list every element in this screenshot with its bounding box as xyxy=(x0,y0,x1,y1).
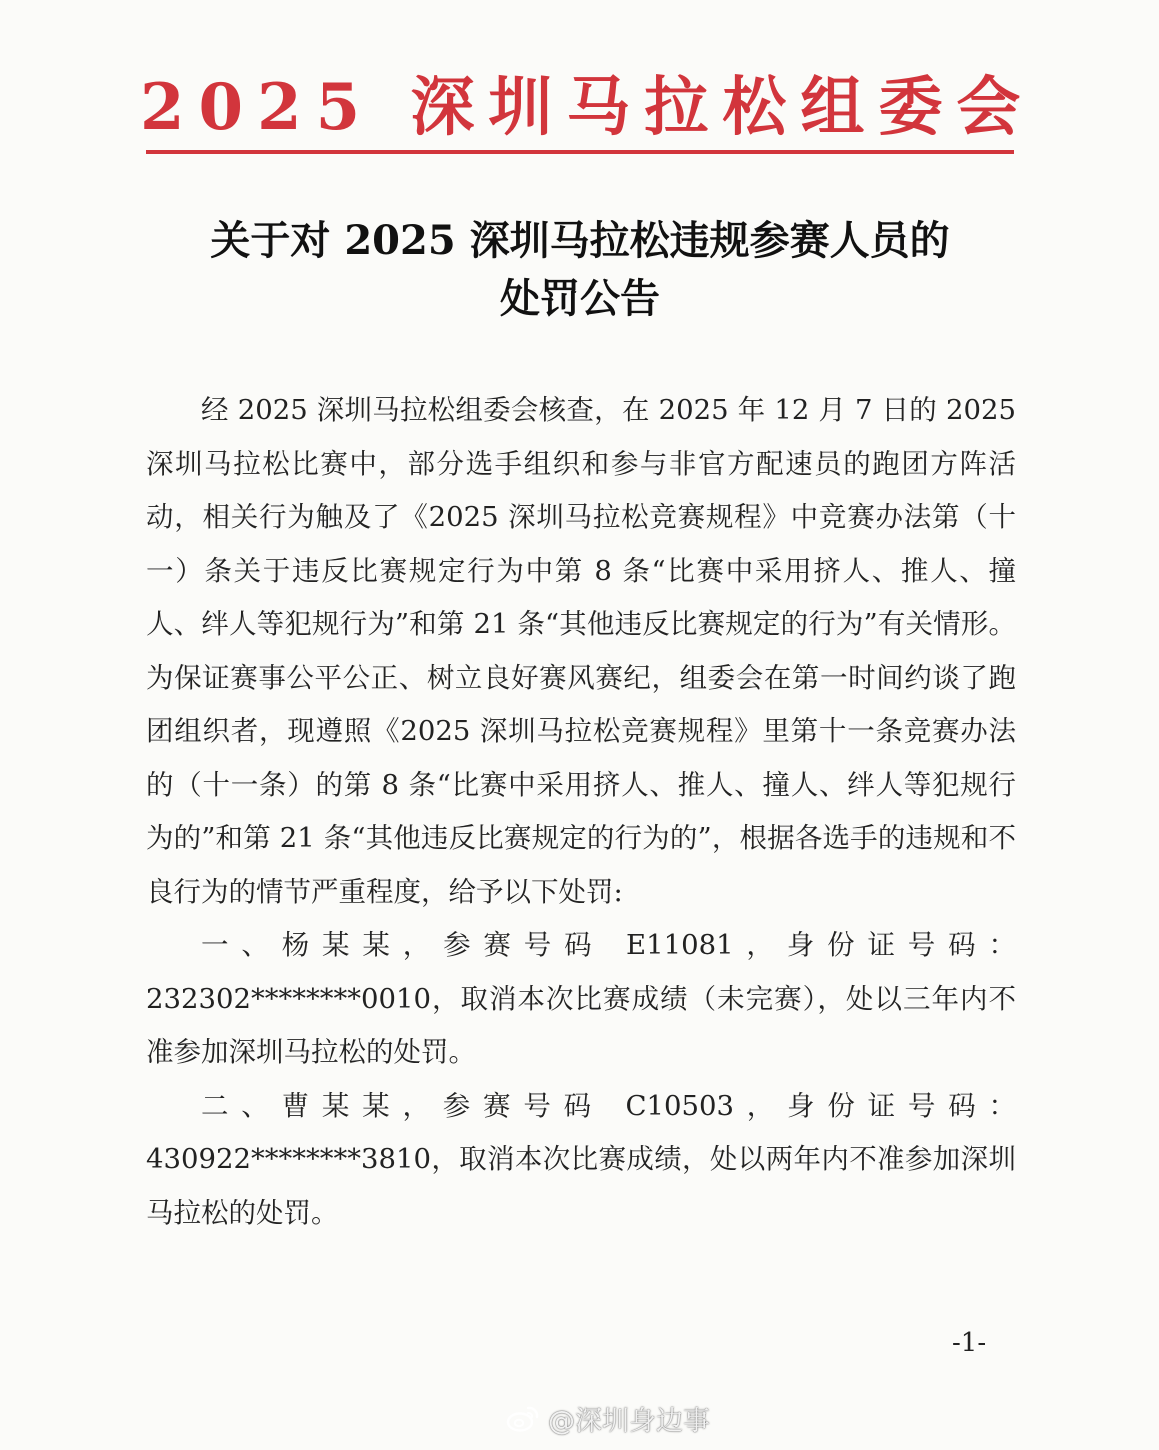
title-line-2: 处罚公告 xyxy=(500,275,660,322)
header-red-rule xyxy=(146,150,1014,154)
watermark-text: @深圳身边事 xyxy=(548,1405,710,1437)
penalty-paragraph-1: 一、杨某某，参赛号码 E11081，身份证号码：232302********0010，取消本次比赛成绩（未完赛），处以三年内不准参加深圳马拉松的处罚。 xyxy=(146,929,1016,1068)
issuer-header: 2025 深圳马拉松组委会 xyxy=(140,70,1035,145)
weibo-watermark xyxy=(506,1396,710,1440)
announcement-title xyxy=(140,212,1020,328)
announcement-body xyxy=(146,384,1016,1240)
intro-paragraph: 经 2025 深圳马拉松组委会核查，在 2025 年 12 月 7 日的 2025 深圳马拉松比赛中，部分选手组织和参与非官方配速员的跑团方阵活动，相关行为触及了《2025 深圳马拉松竞赛规程》中竞赛办法第（十一）条关于违反比赛规定行为中第 8 条“比赛中采用挤人、推人、撞人、绊人等犯规行为”和第 21 条“其他违反比赛规定的行为”有关情形。为保证赛事公平公正、树立良好赛风赛纪，组委会在第一时间约谈了跑团组织者，现遵照《2025 深圳马拉松竞赛规程》里第十一条竞赛办法的（十一条）的第 8 条“比赛中采用挤人、推人、撞人、绊人等犯规行为的”和第 21 条“其他违反比赛规定的行为的”，根据各选手的违规和不良行为的情节严重程度，给予以下处罚: xyxy=(146,394,1016,908)
weibo-icon xyxy=(506,1403,540,1433)
penalty-paragraph-2: 二、曹某某，参赛号码 C10503，身份证号码：430922********3810，取消本次比赛成绩，处以两年内不准参加深圳马拉松的处罚。 xyxy=(146,1089,1016,1229)
page-number: -1- xyxy=(952,1328,987,1358)
title-line-1: 关于对 2025 深圳马拉松违规参赛人员的 xyxy=(210,217,950,264)
